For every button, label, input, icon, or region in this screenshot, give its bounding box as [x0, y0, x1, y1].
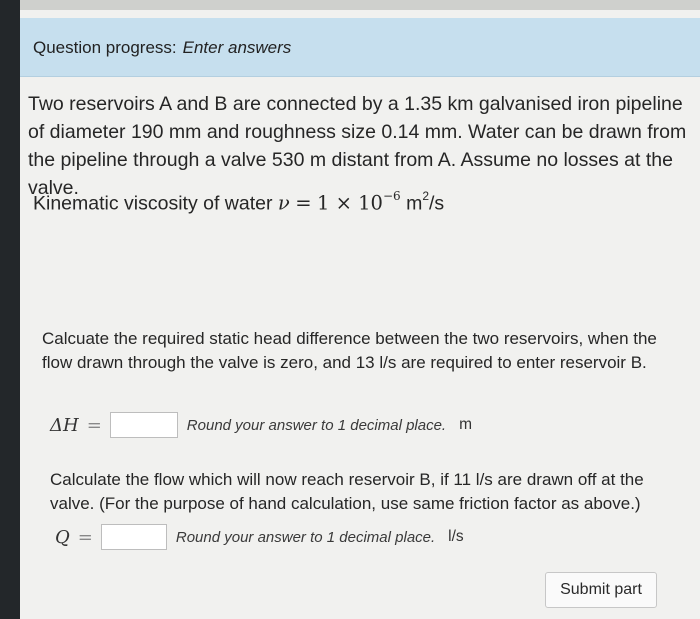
viscosity-value: 1 × 10 — [316, 191, 383, 215]
question-panel — [20, 10, 700, 619]
part-1-unit: m — [459, 416, 473, 433]
viscosity-unit-exponent: 2 — [422, 189, 429, 203]
part-1-hint: Round your answer to 1 decimal place. — [186, 416, 447, 434]
progress-status: Enter answers — [182, 38, 292, 57]
viscosity-prefix: Kinematic viscosity of water — [33, 192, 273, 215]
viscosity-equals: = — [295, 191, 312, 215]
part-1-variable: ΔH — [50, 414, 79, 436]
question-intro: Two reservoirs A and B are connected by a 1.35 km galvanised iron pipeline of diameter 190 mm and roughness size 0.14 mm. Water can be drawn from the pipeline through a valve 530 m distant from A. Assume no losses at the valve. — [28, 93, 687, 199]
viscosity-unit: m — [406, 192, 423, 215]
part-1-prompt: Calcuate the required static head difference between the two reservoirs, when the flow drawn through the valve is zero, and 13 l/s are required to enter reservoir B. — [42, 329, 657, 372]
viscosity-symbol: ν — [277, 191, 290, 215]
part-2-equals: = — [77, 526, 93, 548]
viscosity-line — [33, 191, 444, 216]
left-edge — [0, 0, 20, 619]
viscosity-exponent: −6 — [382, 189, 401, 203]
part-2-answer-row — [55, 524, 464, 550]
part-2-variable: Q — [55, 526, 70, 548]
progress-label — [33, 38, 291, 58]
progress-bar — [20, 18, 700, 77]
part-2-unit: l/s — [448, 528, 464, 545]
delta-h-answer-input[interactable] — [110, 412, 178, 438]
submit-part-button[interactable]: Submit part — [545, 572, 657, 608]
part-2-prompt: Calculate the flow which will now reach reservoir B, if 11 l/s are drawn off at the valve. (For the purpose of hand calculation, use same friction factor as above.) — [50, 470, 644, 513]
viscosity-unit-suffix: /s — [429, 192, 445, 215]
part-1-equals: = — [86, 414, 102, 436]
flow-answer-input[interactable] — [101, 524, 167, 550]
progress-label-text: Question progress: — [33, 38, 177, 57]
part-2-hint: Round your answer to 1 decimal place. — [175, 528, 436, 546]
top-strip — [0, 0, 700, 10]
part-1-answer-row — [50, 412, 472, 438]
